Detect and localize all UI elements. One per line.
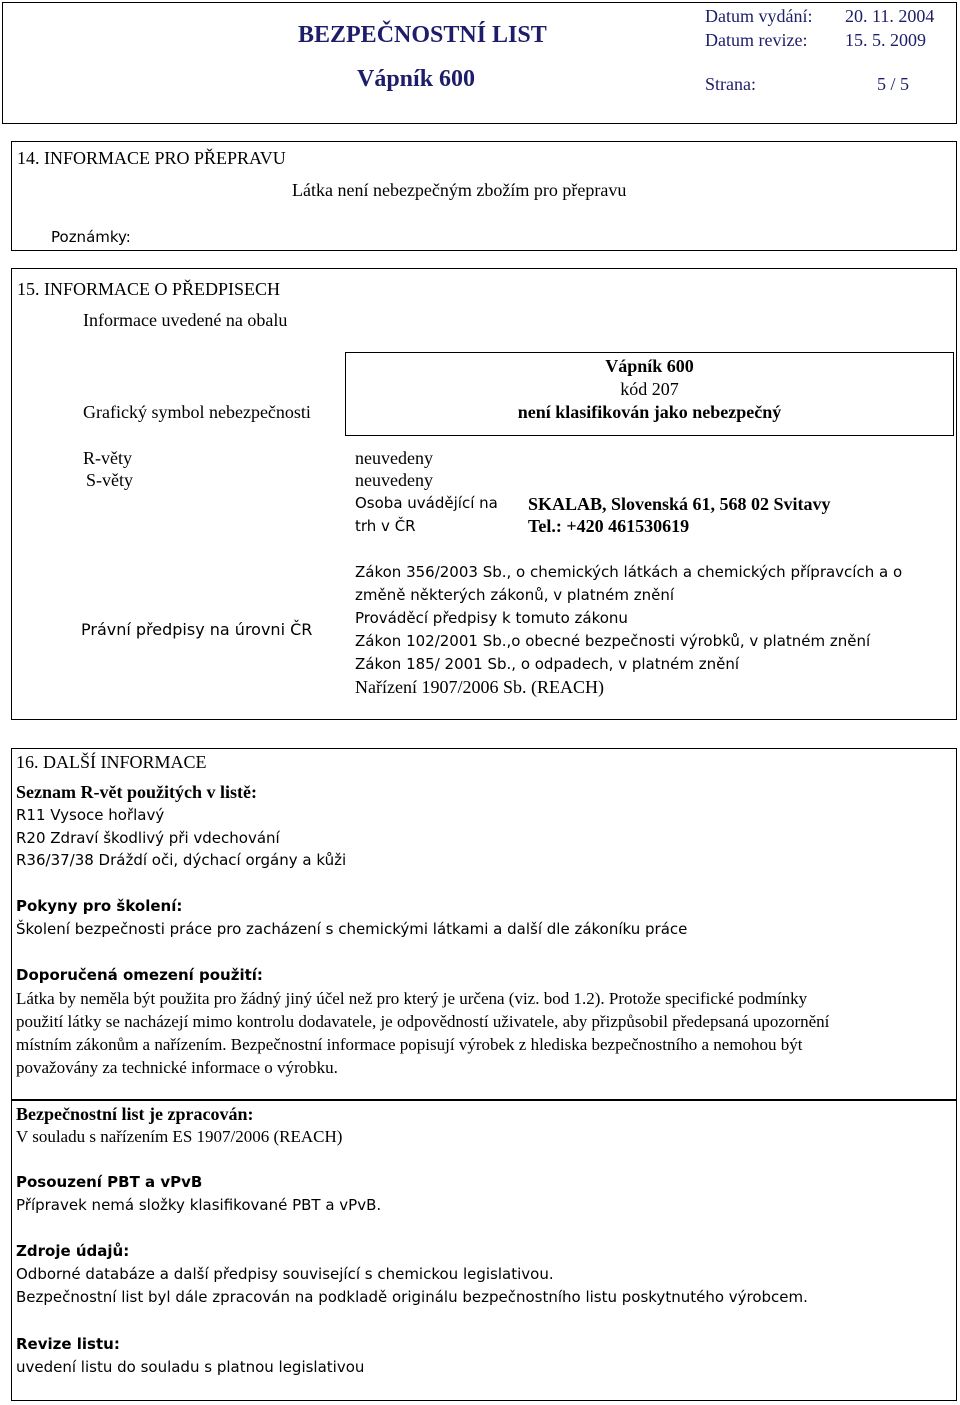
legal-line: Prováděcí předpisy k tomuto zákonu bbox=[355, 609, 628, 627]
notes-label: Poznámky: bbox=[51, 228, 131, 246]
header-box bbox=[2, 2, 957, 124]
doc-title: BEZPEČNOSTNÍ LIST bbox=[298, 22, 547, 48]
data-sources-text: Odborné databáze a další předpisy související s chemickou legislativou. bbox=[16, 1265, 554, 1283]
page-number: 5 / 5 bbox=[877, 74, 910, 94]
r-phrases-value: neuvedeny bbox=[355, 448, 433, 468]
data-sources-title: Zdroje údajů: bbox=[16, 1242, 130, 1260]
prepared-text: V souladu s nařízením ES 1907/2006 (REACH) bbox=[16, 1127, 343, 1146]
product-name: Vápník 600 bbox=[357, 66, 476, 92]
revision-date-value: 15. 5. 2009 bbox=[845, 30, 926, 50]
s-phrases-label: S-věty bbox=[86, 470, 133, 490]
company-phone: Tel.: +420 461530619 bbox=[528, 516, 690, 536]
label-product-code: kód 207 bbox=[620, 379, 679, 399]
r-phrases-label: R-věty bbox=[83, 448, 132, 468]
company-address: SKALAB, Slovenská 61, 568 02 Svitavy bbox=[528, 494, 831, 514]
use-restrictions-title: Doporučená omezení použití: bbox=[16, 966, 263, 984]
use-restrictions-text: místním zákonům a nařízením. Bezpečnostní informace popisují výrobek z hlediska bezpečnostního a nemohou být bbox=[16, 1035, 803, 1054]
legal-line: Zákon 356/2003 Sb., o chemických látkách a chemických přípravcích a o bbox=[355, 563, 903, 581]
legal-regulations-label: Právní předpisy na úrovni ČR bbox=[81, 620, 313, 639]
use-restrictions-text: použití látky se nacházejí mimo kontrolu dodavatele, je odpovědností uživatele, aby přizpůsobil předepsaná upozornění bbox=[16, 1012, 830, 1031]
issue-date-value: 20. 11. 2004 bbox=[845, 6, 935, 26]
legal-line: Zákon 185/ 2001 Sb., o odpadech, v platném znění bbox=[355, 655, 740, 673]
s-phrases-value: neuvedeny bbox=[355, 470, 433, 490]
responsible-person-label-2: trh v ČR bbox=[355, 517, 416, 535]
revision-date-label: Datum revize: bbox=[705, 30, 808, 50]
use-restrictions-text: Látka by neměla být použita pro žádný jiný účel než pro který je určena (viz. bod 1.2). Protože specifické podmínky bbox=[16, 989, 808, 1008]
packaging-info-heading: Informace uvedené na obalu bbox=[83, 310, 288, 330]
label-classification: není klasifikován jako nebezpečný bbox=[517, 402, 782, 422]
training-title: Pokyny pro školení: bbox=[16, 897, 183, 915]
page-label: Strana: bbox=[705, 74, 756, 94]
pbt-text: Přípravek nemá složky klasifikované PBT a vPvB. bbox=[16, 1196, 382, 1214]
revision-title: Revize listu: bbox=[16, 1335, 120, 1353]
section-15-heading: 15. INFORMACE O PŘEDPISECH bbox=[17, 279, 281, 299]
r-phrase-item: R20 Zdraví škodlivý při vdechování bbox=[16, 829, 280, 847]
legal-line: Zákon 102/2001 Sb.,o obecné bezpečnosti výrobků, v platném znění bbox=[355, 632, 871, 650]
label-product-name: Vápník 600 bbox=[605, 356, 694, 376]
prepared-title: Bezpečnostní list je zpracován: bbox=[16, 1104, 254, 1124]
training-text: Školení bezpečnosti práce pro zacházení s chemickými látkami a další dle zákoníku práce bbox=[16, 920, 688, 938]
r-phrase-list-title: Seznam R-vět použitých v listě: bbox=[16, 782, 257, 802]
responsible-person-label: Osoba uvádějící na bbox=[355, 494, 498, 512]
issue-date-label: Datum vydání: bbox=[705, 6, 813, 26]
hazard-symbol-label: Grafický symbol nebezpečnosti bbox=[83, 402, 311, 422]
transport-statement: Látka není nebezpečným zbožím pro přepravu bbox=[292, 180, 627, 200]
use-restrictions-text: považovány za technické informace o výrobku. bbox=[16, 1058, 338, 1077]
section-16-heading: 16. DALŠÍ INFORMACE bbox=[16, 752, 207, 772]
section-14-heading: 14. INFORMACE PRO PŘEPRAVU bbox=[17, 148, 286, 168]
data-sources-text: Bezpečnostní list byl dále zpracován na podkladě originálu bezpečnostního listu poskytnutého výrobcem. bbox=[16, 1288, 808, 1306]
legal-line: Nařízení 1907/2006 Sb. (REACH) bbox=[355, 677, 604, 697]
r-phrase-item: R36/37/38 Dráždí oči, dýchací orgány a kůži bbox=[16, 851, 347, 869]
legal-line: změně některých zákonů, v platném znění bbox=[355, 586, 675, 604]
pbt-title: Posouzení PBT a vPvB bbox=[16, 1173, 203, 1191]
revision-text: uvedení listu do souladu s platnou legislativou bbox=[16, 1358, 365, 1376]
r-phrase-item: R11 Vysoce hořlavý bbox=[16, 806, 165, 824]
